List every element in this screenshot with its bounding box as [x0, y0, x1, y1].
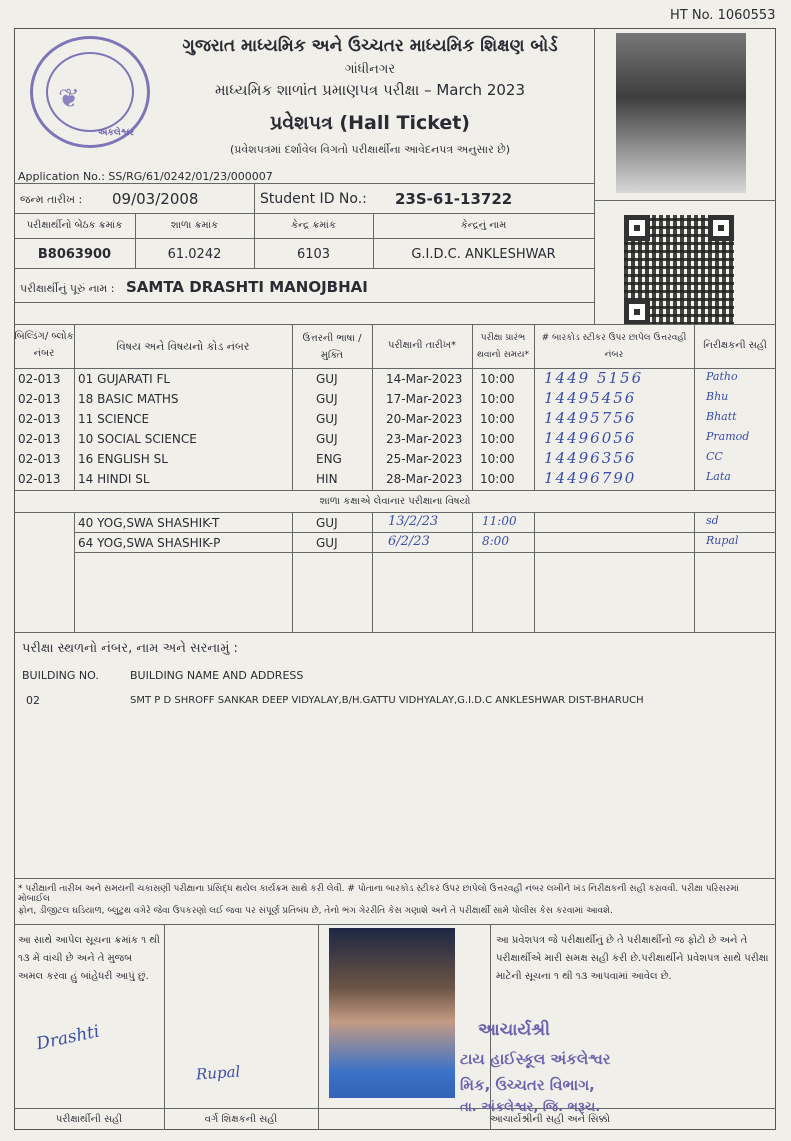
school-subject-time: 8:00	[482, 534, 509, 548]
student-id-label: Student ID No.:	[260, 191, 367, 207]
divider	[14, 238, 594, 239]
divider	[14, 324, 776, 325]
answer-book-number: 14495456	[544, 389, 637, 407]
invigilator-signature: Bhu	[706, 390, 729, 403]
board-name: ગુજરાત માધ્યમિક અને ઉચ્ચતર માધ્યમિક શિક્ષણ બોર્ડ	[182, 36, 558, 56]
student-id-value: 23S-61-13722	[395, 190, 513, 208]
answer-language: GUJ	[316, 392, 338, 406]
dob-label: જન્મ તારીખ :	[20, 193, 83, 206]
divider	[594, 200, 776, 201]
exam-date: 20-Mar-2023	[386, 412, 463, 426]
application-number: Application No.: SS/RG/61/0242/01/23/000007	[18, 170, 273, 183]
divider	[372, 512, 373, 632]
start-time-header: પરીક્ષા પ્રારંભ થવાનો સમય*	[476, 333, 530, 360]
building-address: SMT P D SHROFF SANKAR DEEP VIDYALAY,B/H.GATTU VIDHYALAY,G.I.D.C ANKLESHWAR DIST-BHARUCH	[130, 695, 644, 706]
student-name: SAMTA DRASHTI MANOJBHAI	[126, 278, 368, 296]
divider	[14, 268, 594, 269]
block-number: 02-013	[18, 432, 61, 446]
school-subject-name: 40 YOG,SWA SHASHIK-T	[78, 516, 220, 530]
exam-name: માધ્યમિક શાળાંત પ્રમાણપત્ર પરીક્ષા – March 2023	[214, 81, 525, 99]
answer-language: HIN	[316, 472, 338, 486]
answer-language: ENG	[316, 452, 342, 466]
answer-language: GUJ	[316, 412, 338, 426]
start-time: 10:00	[480, 452, 515, 466]
school-subject-language: GUJ	[316, 536, 338, 550]
footer-student-sign: પરીક્ષાર્થીની સહી	[55, 1114, 123, 1125]
footnote-line1: * પરીક્ષાની તારીખ અને સમયની ચકાસણી પરીક્ષાના પ્રસિદ્ધ થયેલ કાર્યક્રમ સાથે કરી લેવી. # પોતાના બારકોડ સ્ટીકર ઉપર છાપેલો ઉત્તરવહી નંબર લખીને ખંડ નિરીક્ષકની સહી કરાવવી. પરીક્ષા પરિસરમાં મોબાઈલ	[18, 884, 739, 904]
dob-value: 09/03/2008	[112, 190, 199, 208]
divider	[14, 632, 776, 633]
divider	[14, 213, 594, 214]
student-signature: Drashti	[34, 1021, 102, 1055]
qr-code	[624, 215, 734, 325]
divider	[164, 924, 165, 1130]
qr-corner	[708, 215, 734, 241]
block-number: 02-013	[18, 392, 61, 406]
school-subject-signature: Rupal	[706, 534, 739, 547]
exam-date: 25-Mar-2023	[386, 452, 463, 466]
answer-book-number: 14495756	[544, 409, 637, 427]
block-number: 02-013	[18, 452, 61, 466]
school-no-header: શાળા ક્રમાંક	[170, 220, 219, 231]
divider	[472, 512, 473, 632]
divider	[254, 183, 255, 213]
school-subjects-header: શાળા કક્ષાએ લેવાનાર પરીક્ષાના વિષયો	[319, 496, 471, 507]
principal-stamp-line1: ટાય હાઈસ્કૂલ અંકલેશ્વર	[460, 1050, 611, 1068]
start-time: 10:00	[480, 372, 515, 386]
subject-name: 11 SCIENCE	[78, 412, 150, 426]
subject-name: 18 BASIC MATHS	[78, 392, 179, 406]
exam-date: 28-Mar-2023	[386, 472, 463, 486]
block-number: 02-013	[18, 412, 61, 426]
exam-date: 17-Mar-2023	[386, 392, 463, 406]
start-time: 10:00	[480, 432, 515, 446]
invigilator-signature: CC	[706, 450, 723, 463]
school-subject-time: 11:00	[482, 514, 517, 528]
answer-book-number: 14496356	[544, 449, 637, 467]
answer-language: GUJ	[316, 432, 338, 446]
divider	[14, 490, 776, 491]
divider	[318, 924, 319, 1130]
start-time: 10:00	[480, 392, 515, 406]
seal-text: અંકલેશ્વર	[98, 128, 135, 138]
footer-teacher-sign: વર્ગ શિક્ષકની સહી	[204, 1114, 278, 1125]
school-subject-date: 6/2/23	[388, 534, 430, 549]
school-no-value: 61.0242	[167, 247, 222, 262]
school-subject-signature: sd	[706, 514, 719, 527]
student-photo-top	[616, 33, 746, 193]
barcode-header: # બારકોડ સ્ટીકર ઉપર છાપેલ ઉત્તરવહી નંબર	[541, 333, 687, 360]
building-no-value: 02	[26, 694, 40, 707]
start-time: 10:00	[480, 472, 515, 486]
building-no-label: BUILDING NO.	[22, 669, 99, 682]
footer-principal-sign: આચાર્યશ્રીની સહી અને સિક્કો	[490, 1114, 610, 1125]
school-subject-date: 13/2/23	[388, 514, 439, 529]
exam-date: 23-Mar-2023	[386, 432, 463, 446]
subject-name: 14 HINDI SL	[78, 472, 150, 486]
left-declaration: આ સાથે આપેલ સૂચના ક્રમાંક ૧ થી ૧૩ મેં વાંચી છે અને તે મુજબ અમલ કરવા હું બાંહેધરી આપું છું.	[18, 935, 160, 982]
principal-stamp-title: આચાર્યશ્રી	[478, 1020, 551, 1040]
centre-name-value: G.I.D.C. ANKLESHWAR	[411, 247, 556, 262]
ticket-title: પ્રવેશપત્ર (Hall Ticket)	[269, 112, 470, 134]
class-teacher-signature: Rupal	[195, 1062, 241, 1084]
student-photo-bottom	[327, 926, 457, 1100]
invigilator-signature: Lata	[706, 470, 731, 483]
divider	[534, 512, 535, 632]
right-declaration: આ પ્રવેશપત્ર જે પરીક્ષાર્થીનું છે તે પરીક્ષાર્થીનો જ ફોટો છે અને તે પરીક્ષાર્થીએ મારી સમક્ષ સહી કરી છે.પરીક્ષાર્થીને પ્રવેશપત્ર સાથે પરીક્ષા માટેની સૂચના ૧ થી ૧૩ આપવામાં આવેલ છે.	[496, 935, 769, 982]
divider	[594, 28, 595, 324]
invigilator-sign-header: નિરીક્ષકની સહી	[703, 340, 767, 351]
subject-header: વિષય અને વિષયનો કોડ નંબર	[116, 340, 250, 353]
swan-logo-icon: ❦	[58, 84, 80, 114]
qr-corner	[624, 299, 650, 325]
divider	[694, 512, 695, 632]
exam-date-header: પરીક્ષાની તારીખ*	[387, 340, 457, 351]
subject-name: 16 ENGLISH SL	[78, 452, 168, 466]
building-name-label: BUILDING NAME AND ADDRESS	[130, 669, 304, 682]
divider	[14, 183, 594, 184]
invigilator-signature: Pramod	[706, 430, 750, 443]
language-header: ઉત્તરની ભાષા /મુક્તિ	[302, 333, 362, 361]
block-number: 02-013	[18, 472, 61, 486]
name-label: પરીક્ષાર્થીનું પૂરું નામ :	[20, 282, 115, 295]
invigilator-signature: Bhatt	[706, 410, 737, 423]
subject-name: 01 GUJARATI FL	[78, 372, 171, 386]
divider	[14, 368, 776, 369]
invigilator-signature: Patho	[706, 370, 738, 383]
principal-stamp-line3: તા. અંકલેશ્વર, જિ. ભરૂચ.	[460, 1100, 601, 1115]
centre-no-value: 6103	[296, 247, 331, 262]
divider	[74, 532, 776, 533]
exam-date: 14-Mar-2023	[386, 372, 463, 386]
qr-corner	[624, 215, 650, 241]
divider	[74, 512, 75, 632]
school-subject-name: 64 YOG,SWA SHASHIK-P	[78, 536, 221, 550]
answer-book-number: 14496056	[544, 429, 637, 447]
divider	[14, 1108, 776, 1109]
divider	[74, 552, 776, 553]
divider	[14, 512, 776, 513]
answer-book-number: 14496790	[544, 469, 637, 487]
start-time: 10:00	[480, 412, 515, 426]
subject-name: 10 SOCIAL SCIENCE	[78, 432, 197, 446]
principal-stamp-line2: મિક, ઉચ્ચતર વિભાગ,	[460, 1076, 595, 1094]
ht-number: HT No. 1060553	[670, 8, 776, 23]
seat-no-value: B8063900	[37, 247, 112, 262]
answer-book-number: 1449 5156	[544, 369, 644, 387]
seat-no-header: પરીક્ષાર્થીનો બેઠક ક્રમાંક	[26, 220, 123, 231]
footnote-line2: ફોન, ડીજીટલ ઘડિયાળ, બ્લુટુથ વગેરે જેવા ઉપકરણો લઈ જવા પર સંપૂર્ણ પ્રતિબંધ છે, તેનો ભંગ ગેરરીતિ કેસ ગણાશે અને તે પરીક્ષાર્થી સામે પોલીસ કેસ કરવામાં આવશે.	[18, 906, 613, 916]
block-no-header: બિલ્ડિંગ/ બ્લોક નંબર	[14, 331, 74, 359]
divider	[14, 878, 776, 879]
answer-language: GUJ	[316, 372, 338, 386]
venue-label: પરીક્ષા સ્થળનો નંબર, નામ અને સરનામું :	[22, 641, 238, 656]
board-city: ગાંધીનગર	[344, 62, 396, 77]
block-number: 02-013	[18, 372, 61, 386]
divider	[292, 512, 293, 632]
centre-name-header: કેન્દ્રનું નામ	[460, 220, 507, 231]
centre-no-header: કેન્દ્ર ક્રમાંક	[291, 220, 336, 231]
divider	[14, 924, 776, 925]
school-subject-language: GUJ	[316, 516, 338, 530]
divider	[14, 302, 594, 303]
ticket-note: (પ્રવેશપત્રમાં દર્શાવેલ વિગતો પરીક્ષાર્થીના આવેદનપત્ર અનુસાર છે)	[229, 143, 511, 156]
